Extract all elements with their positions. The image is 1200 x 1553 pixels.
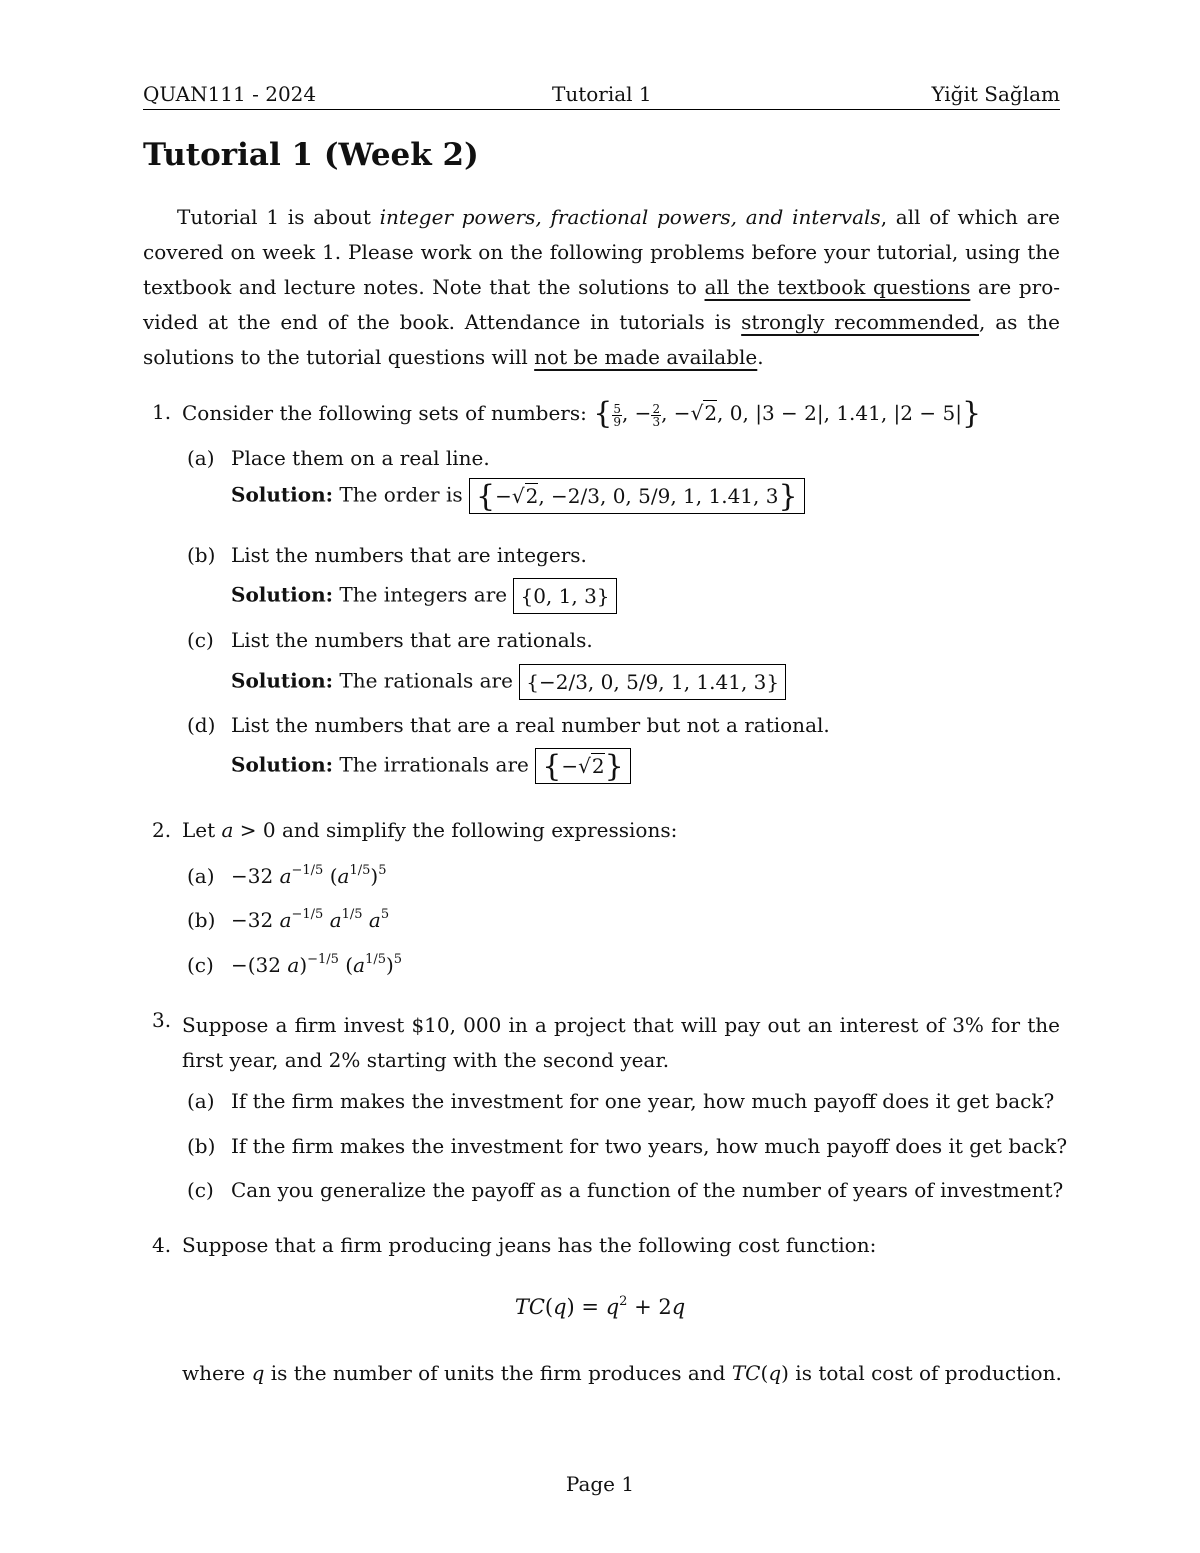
intro-line-2: covered on week 1. Please work on the following problems before your tutorial, using the: [143, 240, 1060, 264]
q1-prompt: Consider the following sets of numbers: { $\frac{5}{9}$ , − $\frac{2}{3}$ , −√2, 0, |3 − 2|, 1.41, |2 − 5|}: [182, 396, 982, 431]
q3-prompt: [182, 1008, 1060, 1078]
q1a-solution: Solution: The order is {−√2, −2/3, 0, 5/9, 1, 1.41, 3}: [231, 478, 805, 514]
intro-line-1: Tutorial 1 is about integer powers, fractional powers, and intervals, all of which are: [177, 205, 1061, 229]
q3a-label: (a): [187, 1089, 215, 1113]
intro-line-5: solutions to the tutorial questions will not be made available.: [143, 345, 764, 369]
q4-prompt: Suppose that a firm producing jeans has the following cost function:: [182, 1233, 877, 1257]
header-author: Yiğit Sağlam: [931, 82, 1060, 106]
q2b-expression: −32 $a^{-1/5}$ $a^{1/5}$ $a^5$: [231, 907, 390, 932]
q4-cost-equation: $TC(q) = q^2 + 2q$: [514, 1294, 686, 1319]
q3c-label: (c): [187, 1178, 214, 1202]
q1-number-set: { $\frac{5}{9}$ , − $\frac{2}{3}$ , −√2, 0, |3 − 2|, 1.41, |2 − 5|}: [593, 396, 982, 431]
page-number: Page 1: [565, 1472, 635, 1496]
q1b-answer-box: {0, 1, 3}: [513, 578, 616, 614]
intro-line-3: textbook and lecture notes. Note that the solutions to all the textbook questions are pro-: [143, 275, 1060, 299]
q2-prompt: Let a > 0 and simplify the following expressions:: [182, 818, 678, 842]
q3b-text: If the firm makes the investment for two years, how much payoff does it get back?: [231, 1134, 1068, 1158]
header-rule: [143, 109, 1060, 110]
q3b-label: (b): [187, 1134, 216, 1158]
q1a-text: Place them on a real line.: [231, 446, 490, 470]
q2b-label: (b): [187, 908, 216, 932]
q1c-answer-box: {−2/3, 0, 5/9, 1, 1.41, 3}: [519, 664, 786, 700]
q2a-label: (a): [187, 864, 215, 888]
q1-number: 1.: [152, 400, 172, 424]
q1d-solution: Solution: The irrationals are {−√2}: [231, 748, 631, 784]
page-title: Tutorial 1 (Week 2): [143, 137, 479, 173]
q3a-text: If the firm makes the investment for one year, how much payoff does it get back?: [231, 1089, 1055, 1113]
q1c-text: List the numbers that are rationals.: [231, 628, 593, 652]
header-course: QUAN111 - 2024: [143, 82, 317, 106]
q4-where-clause: where q is the number of units the firm produces and TC(q) is total cost of production.: [182, 1361, 1062, 1385]
header-title: Tutorial 1: [552, 82, 652, 106]
q2-number: 2.: [152, 818, 172, 842]
q1d-answer-box: {−√2}: [535, 748, 630, 784]
q3-number: 3.: [152, 1008, 172, 1032]
q3-line-2: first year, and 2% starting with the second year.: [182, 1048, 670, 1072]
intro-line-4: vided at the end of the book. Attendance in tutorials is strongly recommended, as the: [143, 310, 1060, 334]
q3-line-1: Suppose a firm invest $10, 000 in a project that will pay out an interest of 3% for the: [182, 1013, 1060, 1037]
q1a-answer-box: {−√2, −2/3, 0, 5/9, 1, 1.41, 3}: [469, 478, 805, 514]
q1c-label: (c): [187, 628, 214, 652]
q2c-expression: −(32 a)$^{-1/5}$ $(a^{1/5})^5$: [231, 952, 403, 977]
q1b-text: List the numbers that are integers.: [231, 543, 587, 567]
q2a-expression: −32 $a^{-1/5}$ $(a^{1/5})^5$: [231, 863, 387, 888]
q4-number: 4.: [152, 1233, 172, 1257]
q1d-label: (d): [187, 713, 216, 737]
q1c-solution: Solution: The rationals are {−2/3, 0, 5/9, 1, 1.41, 3}: [231, 664, 786, 700]
intro-paragraph: [143, 200, 1060, 375]
q1d-text: List the numbers that are a real number but not a rational.: [231, 713, 830, 737]
q1b-solution: Solution: The integers are {0, 1, 3}: [231, 578, 617, 614]
q1a-label: (a): [187, 446, 215, 470]
q2c-label: (c): [187, 953, 214, 977]
q1b-label: (b): [187, 543, 216, 567]
q3c-text: Can you generalize the payoff as a function of the number of years of investment?: [231, 1178, 1064, 1202]
